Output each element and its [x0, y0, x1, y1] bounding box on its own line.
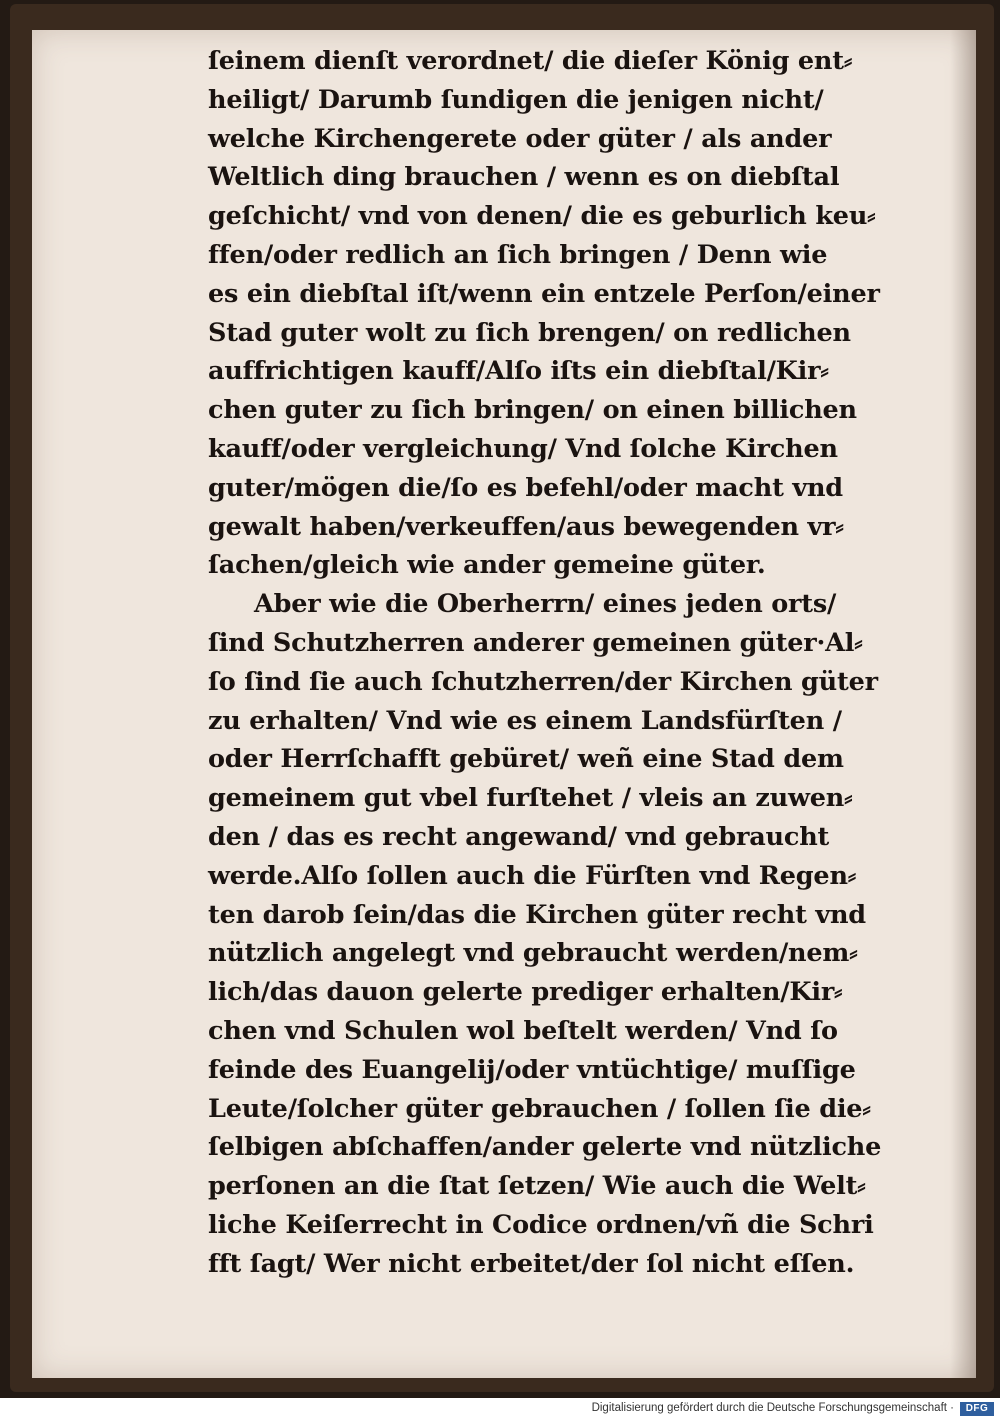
text-line: guter/mögen die/ſo es befehl/oder macht vnd — [208, 472, 843, 503]
footer-bar — [0, 1398, 1000, 1421]
text-line: zu erhalten/ Vnd wie es einem Landsfürſten / — [208, 705, 842, 736]
text-line: fft ſagt/ Wer nicht erbeitet/der ſol nicht eſſen. — [208, 1248, 855, 1279]
text-line: ſachen/gleich wie ander gemeine güter. — [208, 550, 766, 581]
text-line: ſo ſind ſie auch ſchutzherren/der Kirchen güter — [208, 666, 878, 697]
text-line: perſonen an die ſtat ſetzen/ Wie auch die Welt⸗ — [208, 1171, 866, 1202]
text-line: Weltlich ding brauchen / wenn es on diebſtal — [208, 162, 840, 193]
text-line: werde.Alſo ſollen auch die Fürſten vnd Regen⸗ — [208, 860, 857, 891]
funding-credit: Digitalisierung gefördert durch die Deutsche Forschungsgemeinschaft · — [591, 1402, 954, 1414]
text-line: den / das es recht angewand/ vnd gebraucht — [208, 821, 830, 852]
text-line: auffrichtigen kauff/Alſo iſts ein diebſtal/Kir⸗ — [208, 356, 829, 387]
text-line: ſelbigen abſchaffen/ander gelerte vnd nützliche — [208, 1132, 882, 1163]
text-line: es ein diebſtal iſt/wenn ein entzele Perſon/einer — [208, 278, 880, 309]
text-line: chen vnd Schulen wol beſtelt werden/ Vnd ſo — [208, 1015, 838, 1046]
text-line: Aber wie die Oberherrn/ eines jeden orts/ — [254, 589, 837, 620]
text-line: Leute/ſolcher güter gebrauchen / ſollen ſie die⸗ — [208, 1093, 871, 1124]
text-line: heiligt/ Darumb ſundigen die jenigen nicht/ — [208, 84, 824, 115]
text-line: chen guter zu ſich bringen/ on einen billichen — [208, 395, 857, 426]
text-line: oder Herrſchafft gebüret/ weñ eine Stad dem — [208, 744, 844, 775]
text-line: ſind Schutzherren anderer gemeinen güter·Al⸗ — [208, 627, 863, 658]
text-line: ten darob ſein/das die Kirchen güter recht vnd — [208, 899, 866, 930]
text-line: gemeinem gut vbel furſtehet / vleis an zuwen⸗ — [208, 783, 853, 814]
text-line: welche Kirchengerete oder güter / als ander — [208, 123, 832, 154]
text-line: liche Keiſerrecht in Codice ordnen/vñ die Schri — [208, 1209, 874, 1240]
text-line: geſchicht/ vnd von denen/ die es geburlich keu⸗ — [208, 201, 876, 232]
text-line: feinde des Euangelij/oder vntüchtige/ muſſige — [208, 1054, 856, 1085]
text-line: nützlich angelegt vnd gebraucht werden/nem⸗ — [208, 938, 858, 969]
text-line: gewalt haben/verkeuffen/aus bewegenden vr⸗ — [208, 511, 844, 542]
text-line: kauff/oder vergleichung/ Vnd ſolche Kirchen — [208, 433, 838, 464]
text-line: ffen/oder redlich an ſich bringen / Denn wie — [208, 239, 828, 270]
text-line: ſeinem dienſt verordnet/ die dieſer König ent⸗ — [208, 46, 853, 76]
text-line: Stad guter wolt zu ſich brengen/ on redlichen — [208, 317, 851, 348]
page-text-block — [208, 42, 908, 1284]
dfg-logo-icon: DFG — [960, 1402, 994, 1416]
gutter-shadow — [950, 30, 976, 1378]
text-line: lich/das dauon gelerte prediger erhalten/Kir⸗ — [208, 977, 843, 1008]
